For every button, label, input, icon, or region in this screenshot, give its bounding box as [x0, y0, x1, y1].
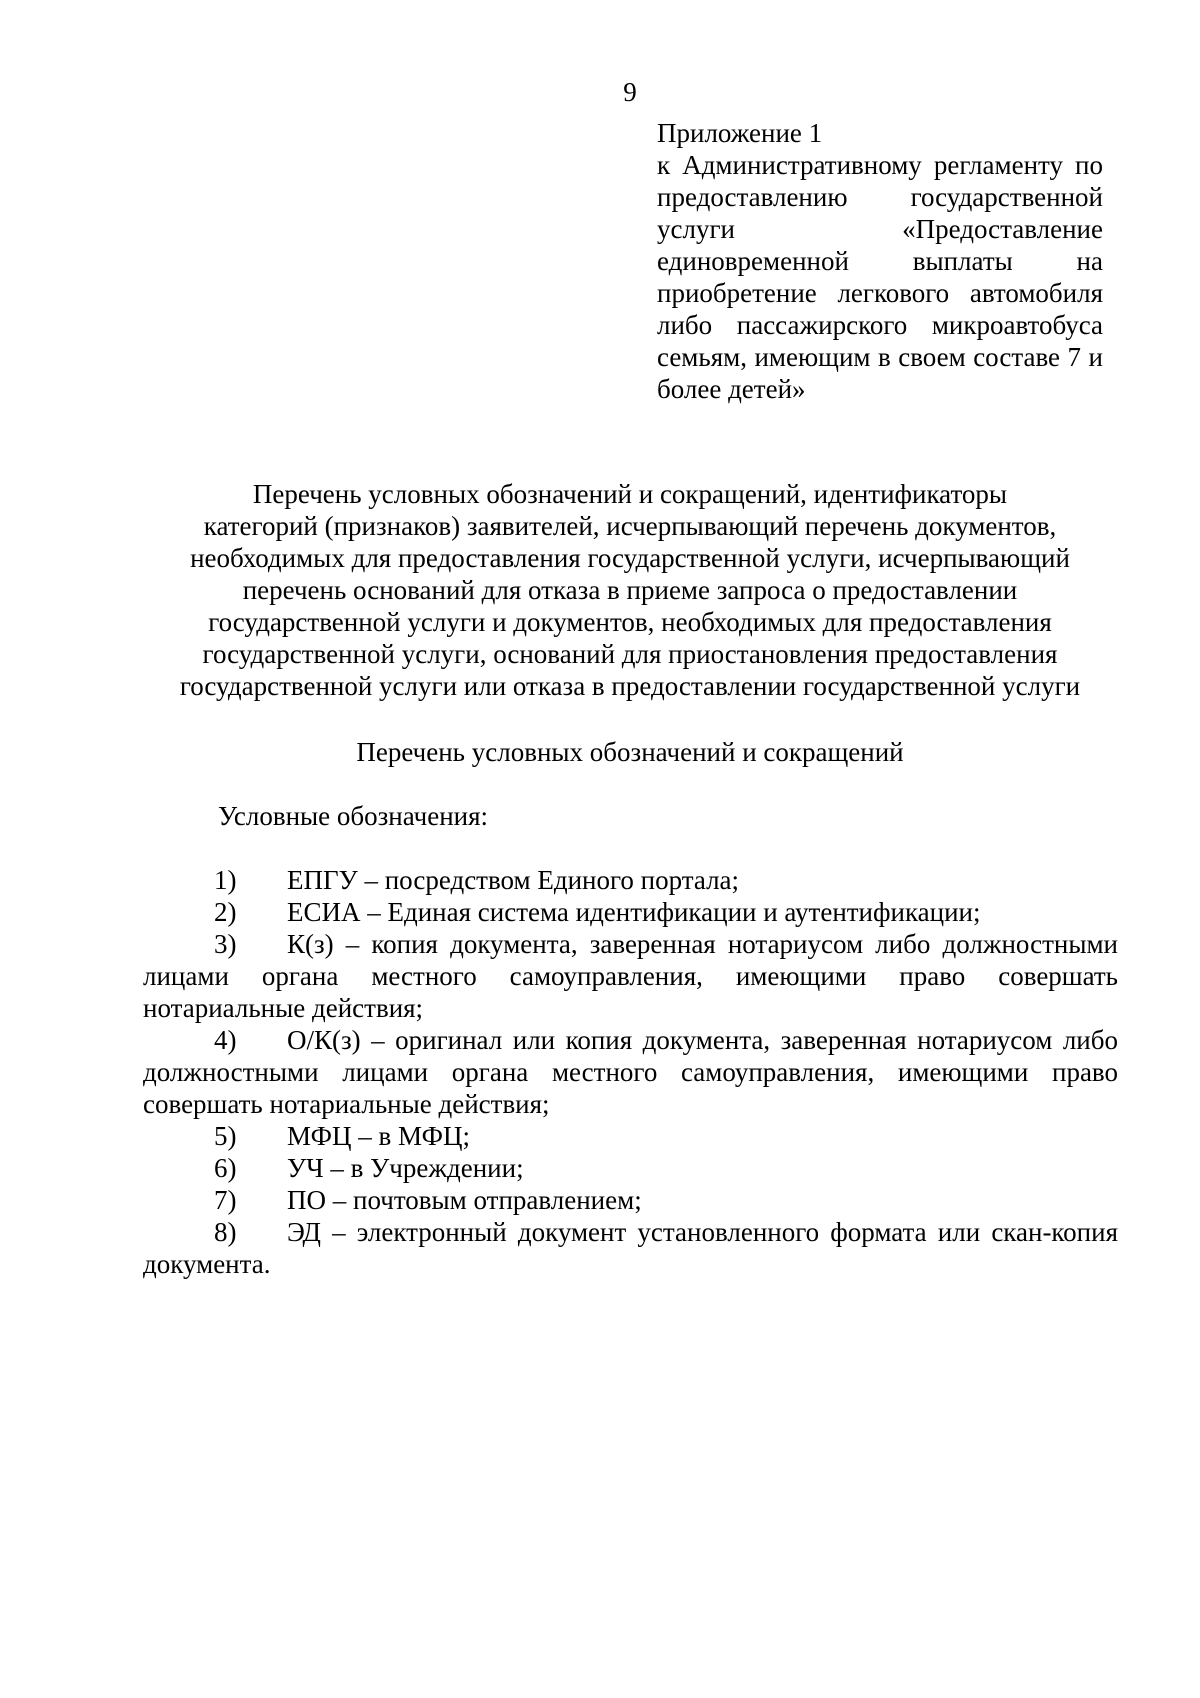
list-item [143, 1024, 1118, 1120]
list-item-text: ЕСИА – Единая система идентификации и аутентификации; [287, 897, 981, 927]
list-item-number: 4) [214, 1025, 237, 1055]
list-item-number: 3) [214, 929, 237, 959]
list-item [143, 1152, 1118, 1184]
list-item [143, 928, 1118, 1024]
section-title: Перечень условных обозначений и сокращений [356, 737, 904, 767]
document-title-line: перечень оснований для отказа в приеме запроса о предоставлении [242, 575, 1018, 605]
list-item-number: 1) [214, 865, 237, 895]
document-title-line: государственной услуги, оснований для приостановления предоставления [202, 639, 1058, 669]
appendix-title: Приложение 1 [657, 118, 823, 148]
list-item-number: 5) [214, 1121, 237, 1151]
list-item [143, 896, 1118, 928]
list-item-number: 2) [214, 897, 237, 927]
list-item-text: ЕПГУ – посредством Единого портала; [287, 865, 740, 895]
appendix-text: к Административному регламенту по предоставлению государственной услуги «Предоставление единовременной выплаты на приобретение легкового автомобиля либо пассажирского микроавтобуса семьям, имеющим в своем составе 7 и более детей» [657, 150, 1103, 404]
appendix-block [657, 117, 1103, 405]
page-number: 9 [623, 77, 637, 107]
list-item-text: УЧ – в Учреждении; [287, 1153, 524, 1183]
list-item-text: ПО – почтовым отправлением; [287, 1185, 642, 1215]
list-item-text: ЭД – электронный документ установленного формата или скан-копия документа. [143, 1217, 1118, 1279]
list-item [143, 1120, 1118, 1152]
list-item-number: 8) [214, 1217, 237, 1247]
list-item-number: 7) [214, 1185, 237, 1215]
list-item-text: МФЦ – в МФЦ; [287, 1121, 470, 1151]
list-item [143, 864, 1118, 896]
document-title-line: государственной услуги или отказа в предоставлении государственной услуги [179, 671, 1081, 701]
list-item-number: 6) [214, 1153, 237, 1183]
document-title [150, 478, 1110, 702]
legend-label: Условные обозначения: [218, 801, 489, 831]
legend-list [143, 864, 1118, 1280]
document-title-line: необходимых для предоставления государственной услуги, исчерпывающий [190, 543, 1070, 573]
document-title-line: Перечень условных обозначений и сокращений, идентификаторы [252, 479, 1008, 509]
document-title-line: государственной услуги и документов, необходимых для предоставления [208, 607, 1052, 637]
list-item [143, 1184, 1118, 1216]
list-item-text: О/К(з) – оригинал или копия документа, заверенная нотариусом либо должностными лицами органа местного самоуправления, имеющими право совершать нотариальные действия; [143, 1025, 1118, 1119]
list-item [143, 1216, 1118, 1280]
list-item-text: К(з) – копия документа, заверенная нотариусом либо должностными лицами органа местного самоуправления, имеющими право совершать нотариальные действия; [143, 929, 1118, 1023]
document-title-line: категорий (признаков) заявителей, исчерпывающий перечень документов, [203, 511, 1057, 541]
